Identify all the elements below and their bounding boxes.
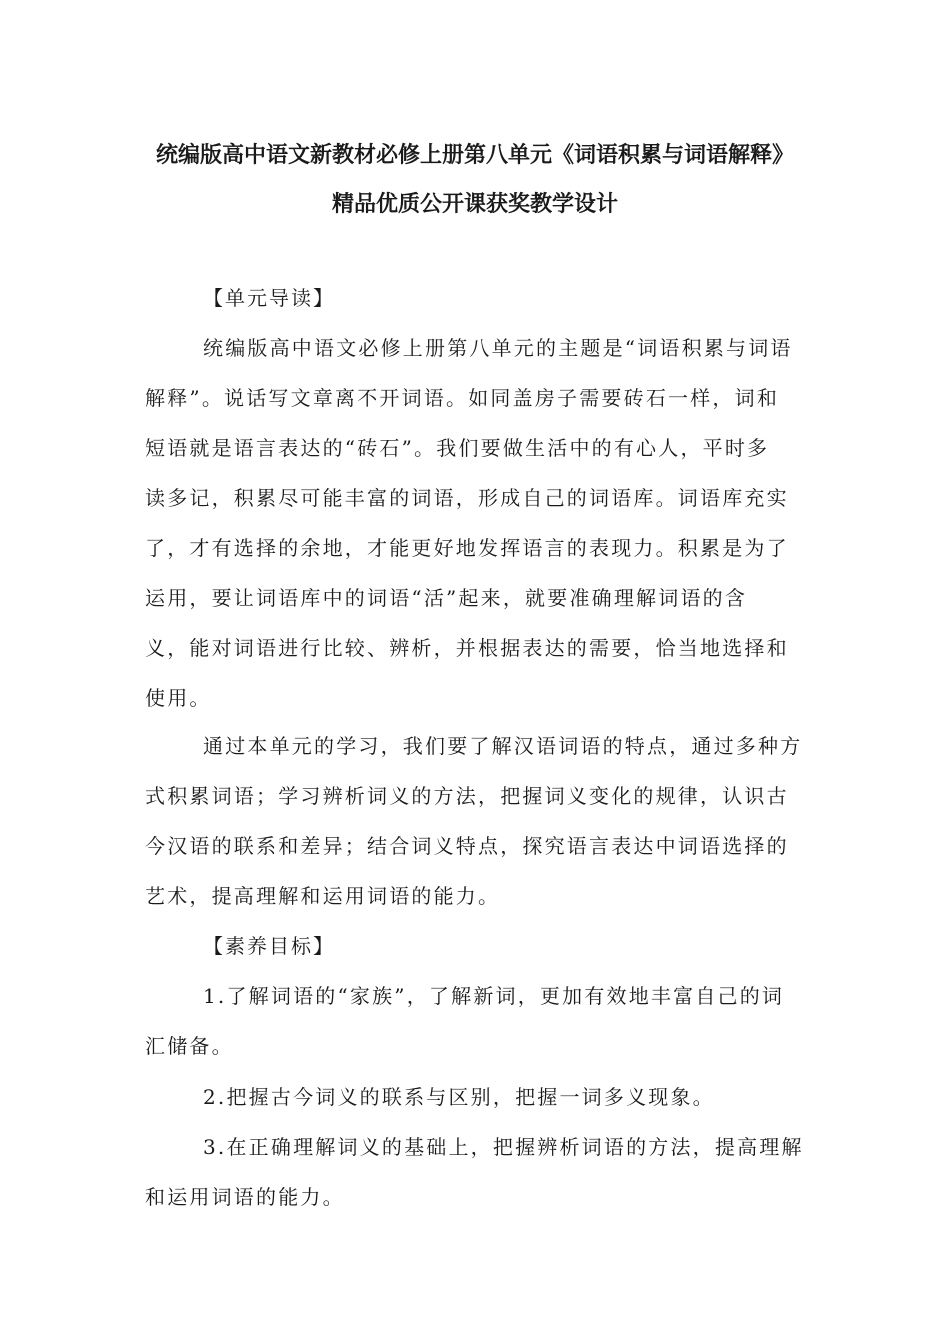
section-heading-literacy-goals: 【素养目标】	[203, 934, 335, 958]
paragraph-line: 义，能对词语进行比较、辨析，并根据表达的需要，恰当地选择和	[145, 636, 789, 660]
goal-item-line: 1.了解词语的“家族”，了解新词，更加有效地丰富自己的词	[203, 984, 785, 1008]
document-title-line-2: 精品优质公开课获奖教学设计	[331, 192, 618, 217]
paragraph-line: 了，才有选择的余地，才能更好地发挥语言的表现力。积累是为了	[145, 536, 789, 560]
paragraph-line: 今汉语的联系和差异；结合词义特点，探究语言表达中词语选择的	[145, 834, 789, 858]
paragraph-line: 艺术，提高理解和运用词语的能力。	[145, 884, 501, 908]
paragraph-line: 统编版高中语文必修上册第八单元的主题是“词语积累与词语	[203, 336, 793, 360]
paragraph-unit-intro	[145, 323, 805, 723]
paragraph-line: 短语就是语言表达的“砖石”。我们要做生活中的有心人，平时多	[145, 436, 770, 460]
paragraph-line: 运用，要让词语库中的词语“活”起来，就要准确理解词语的含	[145, 586, 748, 610]
goal-item-2	[145, 1072, 805, 1122]
paragraph-line: 解释”。说话写文章离不开词语。如同盖房子需要砖石一样，词和	[145, 386, 780, 410]
paragraph-line: 使用。	[145, 686, 212, 710]
goal-item-1	[145, 971, 805, 1071]
goal-item-line: 和运用词语的能力。	[145, 1185, 345, 1209]
paragraph-line: 通过本单元的学习，我们要了解汉语词语的特点，通过多种方	[203, 734, 803, 758]
section-unit-intro	[145, 273, 805, 323]
paragraph-unit-goals-text	[145, 721, 805, 921]
document-title-line-1: 统编版高中语文新教材必修上册第八单元《词语积累与词语解释》	[155, 143, 794, 168]
section-literacy-goals	[145, 921, 805, 971]
goal-item-line: 3.在正确理解词义的基础上，把握辨析词语的方法，提高理解	[203, 1135, 804, 1159]
goal-item-line: 汇储备。	[145, 1034, 234, 1058]
paragraph-line: 式积累词语；学习辨析词义的方法，把握词义变化的规律，认识古	[145, 784, 789, 808]
paragraph-line: 读多记，积累尽可能丰富的词语，形成自己的词语库。词语库充实	[145, 486, 789, 510]
goal-item-line: 2.把握古今词义的联系与区别，把握一词多义现象。	[203, 1085, 715, 1109]
goal-item-3	[145, 1122, 805, 1222]
section-heading-unit-intro: 【单元导读】	[203, 286, 335, 310]
